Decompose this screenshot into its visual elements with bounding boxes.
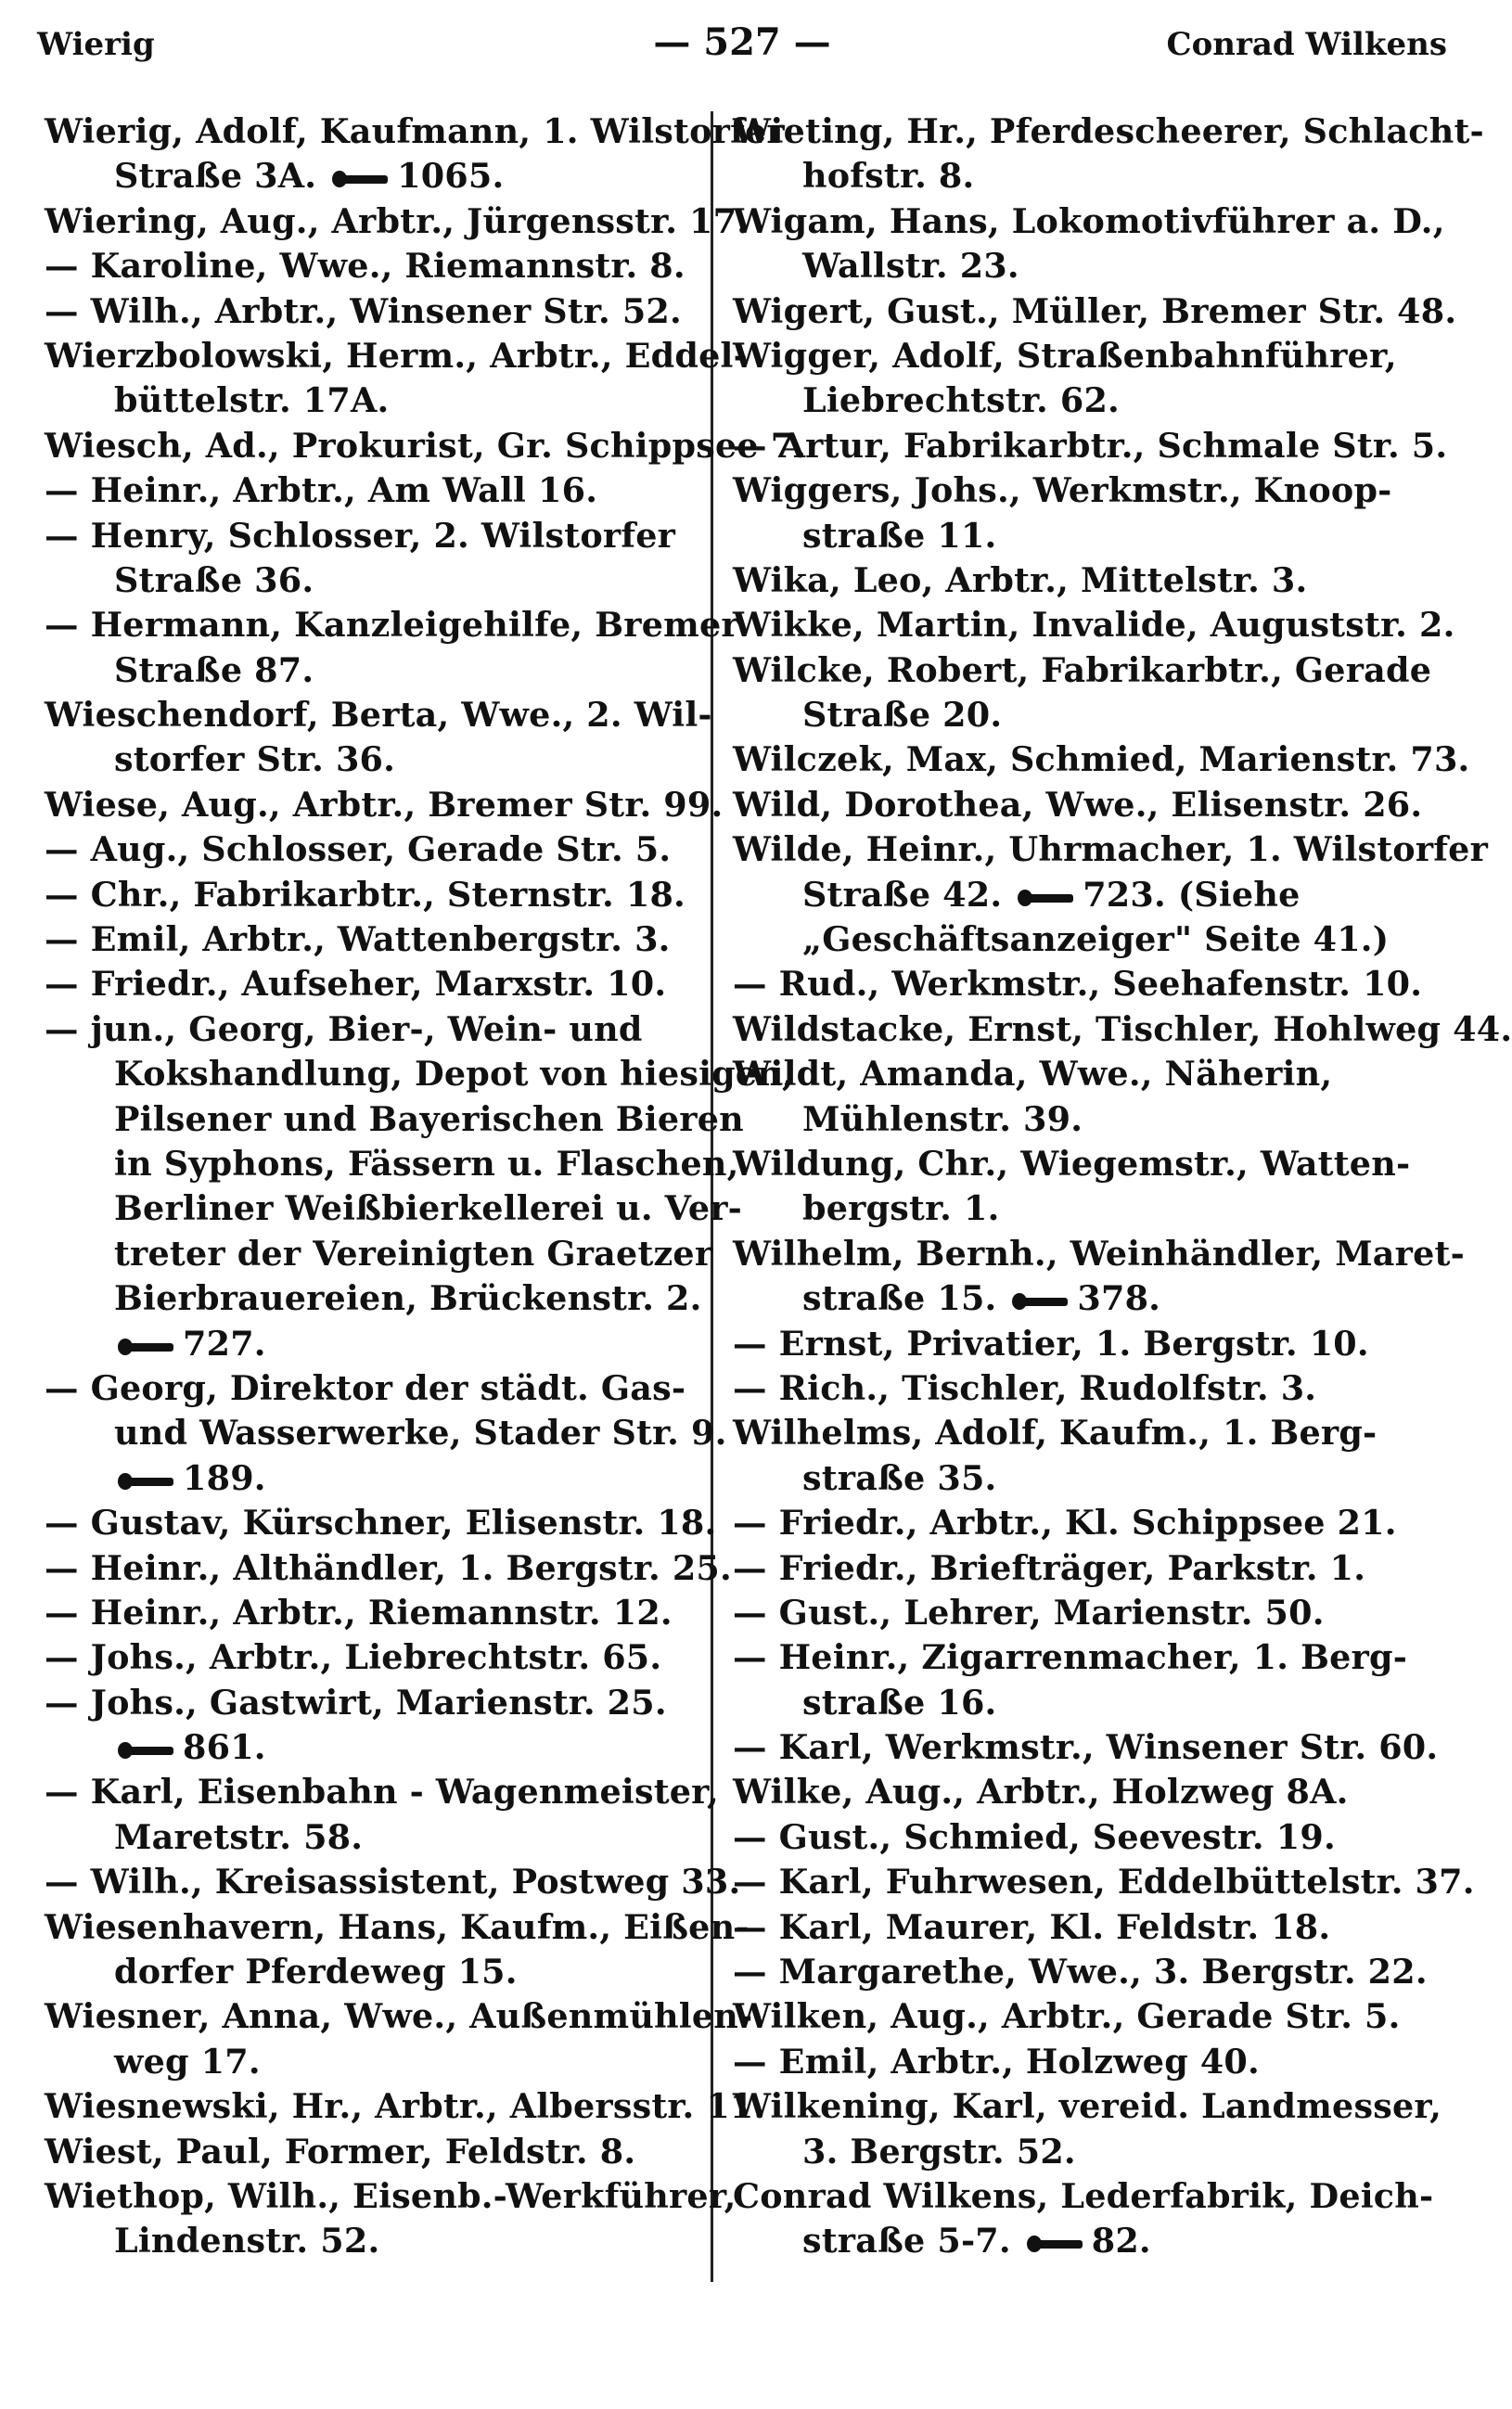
entry-text: Wildt, Amanda, Wwe., Näherin, [733, 1054, 1333, 1095]
directory-line [733, 1950, 1428, 1994]
directory-line [733, 1456, 1391, 1501]
entry-text: 3. Bergstr. 52. [802, 2131, 1076, 2172]
entry-text: Liebrechtstr. 62. [802, 380, 1120, 421]
entry-text: Wika, Leo, Arbtr., Mittelstr. 3. [733, 559, 1308, 600]
entry-text: Conrad Wilkens, Lederfabrik, Deich- [733, 2175, 1434, 2216]
directory-line [45, 334, 748, 378]
entry-text: — Rud., Werkmstr., Seehafenstr. 10. [733, 964, 1423, 1005]
entry-text: straße 16. [802, 1682, 997, 1723]
directory-line [733, 2174, 1434, 2219]
entry-text: straße 35. [802, 1457, 997, 1498]
directory-line [45, 109, 785, 154]
entry-text: Wigert, Gust., Müller, Bremer Str. 48. [733, 290, 1457, 331]
phone-number: 82. [1091, 2221, 1151, 2262]
entry-text: bergstr. 1. [802, 1188, 1000, 1229]
directory-line [733, 514, 1391, 558]
entry-text: — Friedr., Aufseher, Marxstr. 10. [45, 964, 667, 1005]
entry-text: Wilczek, Max, Schmied, Marienstr. 73. [733, 739, 1470, 780]
directory-line [733, 1770, 1391, 1814]
entry-text: — Heinr., Zigarrenmacher, 1. Berg- [733, 1637, 1408, 1678]
entry-text: Wiest, Paul, Former, Feldstr. 8. [45, 2131, 636, 2172]
directory-line [45, 1635, 698, 1680]
entry-text: hofstr. 8. [802, 156, 975, 197]
entry-text: Straße 20. [802, 695, 1003, 736]
telephone-icon [118, 1740, 173, 1761]
entry-text: — Johs., Arbtr., Liebrechtstr. 65. [45, 1637, 662, 1678]
entry-text: dorfer Pferdeweg 15. [114, 1952, 518, 1993]
directory-line [45, 1366, 698, 1411]
entry-text: — Gustav, Kürschner, Elisenstr. 18. [45, 1503, 717, 1544]
directory-line [45, 1770, 719, 1814]
entry-text: — Karl, Werkmstr., Winsener Str. 60. [733, 1727, 1439, 1768]
directory-line [45, 737, 698, 782]
entry-text: Wilcke, Robert, Fabrikarbtr., Gerade [733, 649, 1432, 690]
phone-number: 727. [183, 1323, 266, 1364]
entry-text: treter der Vereinigten Graetzer [114, 1233, 713, 1274]
entry-text: — Gust., Lehrer, Marienstr. 50. [733, 1592, 1325, 1633]
directory-line [45, 603, 739, 647]
entry-text: Wilhelms, Adolf, Kaufm., 1. Berg- [733, 1413, 1377, 1454]
entry-text: Lindenstr. 52. [114, 2221, 380, 2262]
directory-line [733, 1142, 1411, 1186]
entry-text: Wilke, Aug., Arbtr., Holzweg 8A. [733, 1772, 1349, 1813]
directory-line [45, 917, 698, 962]
directory-line [45, 1276, 702, 1321]
directory-line [45, 289, 698, 334]
entry-text: — Karl, Fuhrwesen, Eddelbüttelstr. 37. [733, 1862, 1475, 1903]
directory-line [733, 1815, 1391, 1860]
entry-text: und Wasserwerke, Stader Str. 9. [114, 1413, 727, 1454]
entry-text: Wildung, Chr., Wiegemstr., Watten- [733, 1143, 1411, 1184]
telephone-icon [1027, 2234, 1083, 2254]
directory-line [45, 244, 698, 288]
entry-text: Wiesch, Ad., Prokurist, Gr. Schippsee 7. [45, 425, 807, 466]
directory-line [45, 199, 750, 244]
entry-text: — Emil, Arbtr., Wattenbergstr. 3. [45, 919, 671, 960]
directory-line [733, 1905, 1391, 1950]
entry-text: Wigger, Adolf, Straßenbahnführer, [733, 335, 1397, 376]
directory-line [45, 1860, 741, 1904]
telephone-icon [1018, 888, 1073, 908]
entry-text: — jun., Georg, Bier-, Wein- und [45, 1008, 643, 1049]
directory-line [733, 289, 1457, 334]
directory-line [733, 1725, 1439, 1770]
directory-line [733, 2040, 1391, 2084]
entry-text: Straße 3A. [114, 156, 317, 197]
entry-text: büttelstr. 17A. [114, 380, 390, 421]
entry-text: Wieschendorf, Berta, Wwe., 2. Wil- [45, 695, 712, 736]
entry-text: — Artur, Fabrikarbtr., Schmale Str. 5. [733, 425, 1448, 466]
directory-line [45, 783, 724, 827]
phone-number: 1065. [397, 156, 505, 197]
entry-text: — Karl, Maurer, Kl. Feldstr. 18. [733, 1906, 1331, 1947]
header-right-keyword: Conrad Wilkens [1166, 26, 1447, 63]
directory-line [733, 1501, 1397, 1545]
entry-text: — Georg, Direktor der städt. Gas- [45, 1367, 686, 1408]
directory-line [45, 558, 698, 603]
directory-line [45, 2130, 698, 2174]
phone-number: 378. [1077, 1278, 1161, 1319]
directory-line [733, 827, 1489, 872]
directory-line [45, 962, 698, 1006]
entry-text: — Gust., Schmied, Seevestr. 19. [733, 1816, 1336, 1857]
entry-text: Bierbrauereien, Brückenstr. 2. [114, 1278, 702, 1319]
entry-text: — Karoline, Wwe., Riemannstr. 8. [45, 246, 686, 287]
entry-text: Kokshandlung, Depot von hiesigen, [114, 1054, 794, 1095]
entry-text: Wiesenhavern, Hans, Kaufm., Eißen- [45, 1906, 750, 1947]
entry-text: Wildstacke, Ernst, Tischler, Hohlweg 44. [733, 1008, 1512, 1049]
directory-line [45, 1681, 698, 1725]
directory-line [45, 154, 698, 199]
directory-line [733, 648, 1432, 693]
directory-line [733, 2084, 1442, 2129]
phone-number: 861. [183, 1727, 266, 1768]
directory-line [45, 1007, 698, 1052]
directory-line [733, 334, 1397, 378]
entry-text: Wilde, Heinr., Uhrmacher, 1. Wilstorfer [733, 829, 1489, 870]
directory-line [733, 468, 1391, 513]
right-column [733, 109, 1512, 2264]
directory-line [45, 827, 698, 872]
entry-text: Wiesnewski, Hr., Arbtr., Albersstr. 11. [45, 2086, 766, 2127]
entry-text: straße 11. [802, 515, 997, 556]
directory-line [733, 1276, 1391, 1321]
entry-text: Straße 87. [114, 649, 314, 690]
telephone-icon [118, 1337, 173, 1357]
entry-text: in Syphons, Fässern u. Flaschen, [114, 1143, 739, 1184]
phone-number: 723. [1083, 874, 1166, 915]
entry-text: — Johs., Gastwirt, Marienstr. 25. [45, 1682, 667, 1723]
entry-text: Wilken, Aug., Arbtr., Gerade Str. 5. [733, 1996, 1401, 2037]
directory-line [733, 378, 1391, 423]
directory-line [45, 693, 712, 737]
directory-line [733, 199, 1445, 244]
entry-text: Wiesner, Anna, Wwe., Außenmühlen- [45, 1996, 753, 2037]
entry-text: Wild, Dorothea, Wwe., Elisenstr. 26. [733, 784, 1423, 825]
directory-line [733, 1232, 1465, 1276]
entry-text: — Heinr., Althändler, 1. Bergstr. 25. [45, 1547, 732, 1588]
entry-text: Wilkening, Karl, vereid. Landmesser, [733, 2086, 1442, 2127]
directory-line [733, 962, 1423, 1006]
entry-text: Wiethop, Wilh., Eisenb.-Werkführer, [45, 2175, 737, 2216]
directory-line [45, 2174, 737, 2219]
entry-text: — Hermann, Kanzleigehilfe, Bremer [45, 605, 739, 646]
directory-line [733, 109, 1484, 154]
directory-line [45, 1186, 743, 1231]
directory-line [733, 1411, 1391, 1455]
entry-text: Wilhelm, Bernh., Weinhändler, Maret- [733, 1233, 1465, 1274]
entry-text: Wiggers, Johs., Werkmstr., Knoop- [733, 470, 1392, 511]
entry-text: — Wilh., Kreisassistent, Postweg 33. [45, 1862, 741, 1903]
left-column [45, 109, 807, 2264]
entry-text: Wigam, Hans, Lokomotivführer a. D., [733, 200, 1445, 241]
directory-line [45, 1905, 750, 1950]
directory-line [733, 693, 1391, 737]
directory-line [45, 2040, 698, 2084]
entry-text: straße 5-7. [802, 2221, 1011, 2262]
directory-line [733, 2219, 1391, 2263]
directory-line [45, 1322, 698, 1366]
telephone-icon [332, 169, 388, 189]
entry-text: — Heinr., Arbtr., Am Wall 16. [45, 470, 598, 511]
directory-line [733, 603, 1455, 647]
directory-line [45, 1411, 727, 1455]
directory-line [45, 648, 698, 693]
entry-text: — Friedr., Arbtr., Kl. Schippsee 21. [733, 1503, 1397, 1544]
telephone-icon [118, 1471, 173, 1492]
entry-text: Wierig, Adolf, Kaufmann, 1. Wilstorfer [45, 111, 785, 151]
directory-line [733, 1322, 1391, 1366]
directory-line [733, 1635, 1408, 1680]
directory-line [45, 2219, 698, 2263]
directory-line [733, 244, 1391, 288]
entry-text: Straße 42. [802, 874, 1003, 915]
directory-line [45, 1950, 698, 1994]
entry-text: Wallstr. 23. [802, 246, 1019, 287]
entry-text: Straße 36. [114, 559, 314, 600]
directory-line [45, 1546, 732, 1591]
directory-line [45, 1097, 744, 1142]
entry-text: „Geschäftsanzeiger" Seite 41.) [802, 919, 1390, 960]
directory-line [45, 1501, 717, 1545]
directory-line [733, 917, 1391, 962]
page-number: — 527 — [653, 20, 831, 64]
directory-line [733, 1591, 1391, 1635]
entry-text: Pilsener und Bayerischen Bieren [114, 1098, 744, 1139]
directory-line [45, 424, 807, 468]
directory-line [45, 1815, 698, 1860]
directory-line [45, 1725, 698, 1770]
page-header [37, 17, 1447, 82]
entry-text: — Emil, Arbtr., Holzweg 40. [733, 2041, 1260, 2082]
directory-line [45, 1456, 698, 1501]
entry-text: Mühlenstr. 39. [802, 1098, 1083, 1139]
directory-line [45, 1052, 794, 1096]
directory-line [733, 783, 1423, 827]
entry-text: — Chr., Fabrikarbtr., Sternstr. 18. [45, 874, 686, 915]
directory-line [733, 1860, 1475, 1904]
directory-line [733, 873, 1391, 917]
entry-text: — Henry, Schlosser, 2. Wilstorfer [45, 515, 676, 556]
entry-text: — Aug., Schlosser, Gerade Str. 5. [45, 829, 672, 870]
directory-line [733, 1994, 1401, 2039]
directory-line [45, 468, 698, 513]
entry-text: — Margarethe, Wwe., 3. Bergstr. 22. [733, 1952, 1428, 1993]
directory-line [733, 2130, 1391, 2174]
phone-number: 189. [183, 1457, 266, 1498]
directory-line [45, 1232, 713, 1276]
telephone-icon [1012, 1291, 1068, 1312]
entry-text: Wiering, Aug., Arbtr., Jürgensstr. 17. [45, 200, 750, 241]
entry-text: Maretstr. 58. [114, 1816, 364, 1857]
directory-line [45, 1994, 753, 2039]
directory-line [45, 2084, 766, 2129]
directory-line [45, 1591, 698, 1635]
entry-text: storfer Str. 36. [114, 739, 396, 780]
directory-line [733, 1546, 1391, 1591]
directory-line [733, 1007, 1512, 1052]
directory-line [733, 1097, 1391, 1142]
directory-line [45, 378, 698, 423]
entry-text: Wieting, Hr., Pferdescheerer, Schlacht- [733, 111, 1484, 151]
directory-line [733, 1186, 1391, 1231]
entry-text: — Wilh., Arbtr., Winsener Str. 52. [45, 290, 682, 331]
entry-text: Wikke, Martin, Invalide, Auguststr. 2. [733, 605, 1455, 646]
directory-line [45, 514, 698, 558]
directory-line [733, 1052, 1391, 1096]
directory-line [45, 873, 698, 917]
entry-text: — Friedr., Briefträger, Parkstr. 1. [733, 1547, 1366, 1588]
entry-text-suffix: (Siehe [1177, 874, 1301, 915]
header-left-keyword: Wierig [37, 26, 155, 63]
entry-text: — Ernst, Privatier, 1. Bergstr. 10. [733, 1323, 1369, 1364]
directory-line [733, 154, 1391, 199]
entry-text: Wierzbolowski, Herm., Arbtr., Eddel- [45, 335, 748, 376]
entry-text: straße 15. [802, 1278, 997, 1319]
entry-text: Wiese, Aug., Arbtr., Bremer Str. 99. [45, 784, 724, 825]
directory-line [733, 737, 1470, 782]
entry-text: — Heinr., Arbtr., Riemannstr. 12. [45, 1592, 673, 1633]
entry-text: — Rich., Tischler, Rudolfstr. 3. [733, 1367, 1317, 1408]
directory-line [45, 1142, 739, 1186]
directory-line [733, 558, 1391, 603]
entry-text: weg 17. [114, 2041, 261, 2082]
directory-line [733, 1681, 1391, 1725]
directory-line [733, 1366, 1391, 1411]
directory-line [733, 424, 1448, 468]
entry-text: — Karl, Eisenbahn - Wagenmeister, [45, 1772, 719, 1813]
entry-text: Berliner Weißbierkellerei u. Ver- [114, 1188, 743, 1229]
